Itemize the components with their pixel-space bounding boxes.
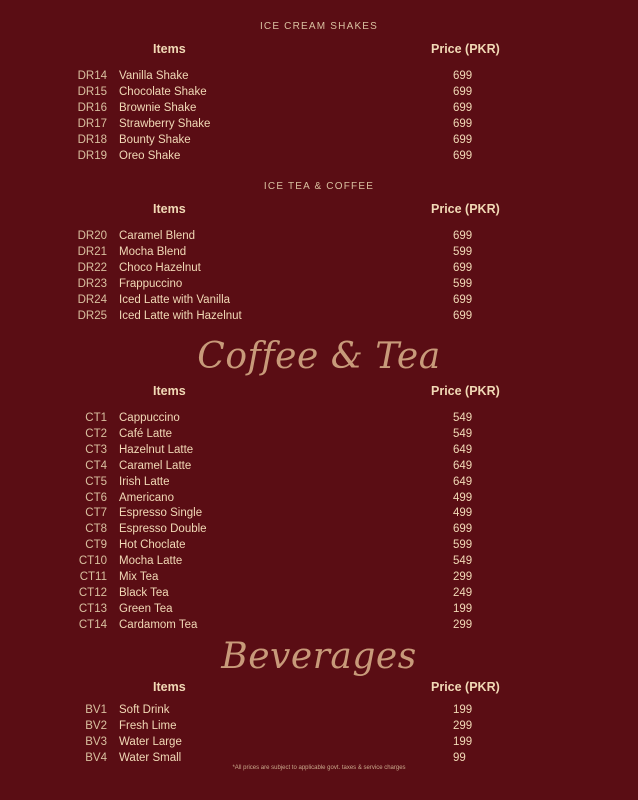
menu-item-row [0,410,638,426]
item-name: Brownie Shake [119,102,197,114]
item-code: CT8 [85,523,107,536]
item-name: Hazelnut Latte [119,443,194,456]
items-column-header: Items [153,680,186,694]
item-price: 699 [453,523,473,536]
item-code: CT10 [78,555,107,568]
price-column-header: Price (PKR) [431,202,500,216]
item-name: Green Tea [119,602,173,615]
item-price: 499 [453,507,473,520]
item-code: DR24 [77,294,107,306]
item-price: 199 [453,704,473,716]
item-price: 699 [453,230,473,242]
item-code: DR15 [77,86,107,98]
items-column-header: Items [153,202,186,216]
price-column-header: Price (PKR) [431,384,500,398]
item-code: DR19 [77,150,107,162]
section-title-beverages: Beverages [221,636,417,677]
menu-item-row [0,244,638,260]
items-column-header: Items [153,384,186,398]
item-code: CT6 [85,491,107,504]
item-code: CT12 [78,586,107,599]
item-code: DR22 [77,262,107,274]
menu-item-row [0,553,638,569]
item-code: DR20 [77,230,107,242]
menu-item-row [0,521,638,537]
item-code: DR25 [77,310,107,322]
item-price: 299 [453,618,473,631]
item-code: BV3 [85,736,107,748]
item-code: CT3 [85,443,107,456]
item-name: Water Small [119,752,182,764]
item-code: DR17 [77,118,107,130]
menu-item-row [0,601,638,617]
menu-item-row [0,100,638,116]
item-code: CT5 [85,475,107,488]
item-code: BV4 [85,752,107,764]
section-title-coffee-tea: Coffee & Tea [197,336,441,377]
menu-item-row [0,505,638,521]
menu-item-row [0,426,638,442]
menu-item-row [0,116,638,132]
item-price: 249 [453,586,473,599]
item-price: 549 [453,427,473,440]
menu-item-row [0,308,638,324]
item-price: 699 [453,310,473,322]
item-code: BV1 [85,704,107,716]
section-title-ice-cream-shakes: ICE CREAM SHAKES [259,21,379,32]
menu-item-row [0,537,638,553]
item-name: Caramel Latte [119,459,192,472]
item-price: 699 [453,86,473,98]
item-code: DR23 [77,278,107,290]
item-name: Frappuccino [119,278,183,290]
item-name: Vanilla Shake [119,70,189,82]
item-code: DR16 [77,102,107,114]
item-name: Espresso Double [119,523,207,536]
item-name: Oreo Shake [119,150,181,162]
item-name: Water Large [119,736,182,748]
menu-item-row [0,68,638,84]
item-price: 699 [453,294,473,306]
menu-item-row [0,490,638,506]
item-name: Mix Tea [119,571,159,583]
item-name: Soft Drink [119,704,170,716]
item-price: 499 [453,491,473,504]
item-name: Chocolate Shake [119,86,207,98]
menu-item-row [0,569,638,585]
menu-item-row [0,292,638,308]
item-price: 599 [453,278,473,290]
item-price: 699 [453,70,473,82]
item-code: BV2 [85,720,107,732]
price-column-header: Price (PKR) [431,680,500,694]
item-price: 549 [453,412,473,424]
item-price: 299 [453,571,473,583]
item-name: Americano [119,491,174,504]
item-name: Iced Latte with Vanilla [119,294,231,306]
price-column-header: Price (PKR) [431,42,500,56]
item-name: Choco Hazelnut [119,262,201,274]
item-price: 299 [453,720,473,732]
item-code: CT13 [78,602,107,615]
item-price: 649 [453,475,473,488]
menu-item-row [0,458,638,474]
item-price: 699 [453,150,473,162]
menu-item-row [0,442,638,458]
item-price: 199 [453,602,473,615]
item-price: 699 [453,262,473,274]
item-name: Black Tea [119,586,169,599]
item-price: 599 [453,246,473,258]
item-price: 699 [453,102,473,114]
item-name: Hot Choclate [119,539,186,552]
item-code: CT4 [85,459,107,472]
item-code: CT14 [78,618,107,631]
item-name: Mocha Latte [119,555,183,568]
item-price: 649 [453,459,473,472]
item-name: Mocha Blend [119,246,187,258]
item-code: CT7 [85,507,107,520]
menu-item-row [0,750,638,766]
menu-item-row [0,734,638,750]
item-price: 549 [453,555,473,568]
menu-item-row [0,84,638,100]
menu-item-row [0,132,638,148]
item-code: DR21 [77,246,107,258]
item-price: 199 [453,736,473,748]
item-code: CT1 [85,412,107,424]
menu-item-row [0,276,638,292]
item-price: 699 [453,134,473,146]
item-name: Fresh Lime [119,720,177,732]
menu-item-row [0,474,638,490]
item-name: Café Latte [119,427,173,440]
item-code: DR18 [77,134,107,146]
item-name: Bounty Shake [119,134,191,146]
item-price: 99 [453,752,466,764]
item-name: Cardamom Tea [119,618,198,631]
item-code: CT2 [85,427,107,440]
item-price: 649 [453,443,473,456]
item-name: Strawberry Shake [119,118,211,130]
item-code: CT9 [85,539,107,552]
item-name: Iced Latte with Hazelnut [119,310,242,322]
item-name: Caramel Blend [119,230,196,242]
menu-item-row [0,702,638,718]
item-code: DR14 [77,70,107,82]
menu-item-row [0,718,638,734]
menu-item-row [0,585,638,601]
item-code: CT11 [79,571,107,583]
item-name: Irish Latte [119,475,170,488]
items-column-header: Items [153,42,186,56]
item-price: 599 [453,539,473,552]
menu-item-row [0,617,638,633]
menu-item-row [0,148,638,164]
tax-footnote: *All prices are subject to applicable govt. taxes & service charges [232,765,406,771]
item-name: Cappuccino [119,412,180,424]
menu-item-row [0,228,638,244]
menu-item-row [0,260,638,276]
section-title-ice-tea-coffee: ICE TEA & COFFEE [263,181,375,192]
item-name: Espresso Single [119,507,203,520]
item-price: 699 [453,118,473,130]
